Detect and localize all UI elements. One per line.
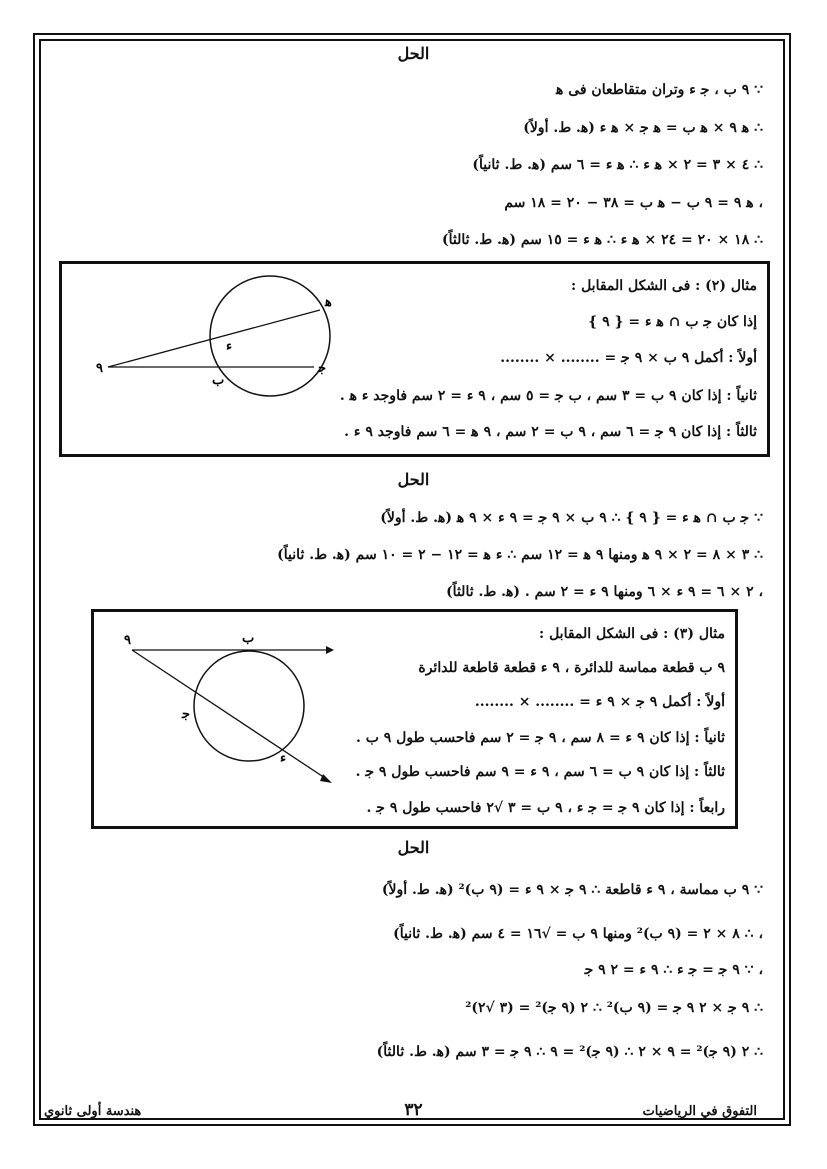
label-a: ٩ bbox=[96, 361, 103, 376]
solution-3-line-2: ، ∴ ٨ × ٢ = (٩ ب)² ومنها ٩ ب = √١٦ = ٤ سم (ﻫ. ط. ثانياً) bbox=[393, 926, 763, 942]
example-3-line-1: ٩ ب قطعة مماسة للدائرة ، ٩ ء قطعة قاطعة للدائرة bbox=[418, 660, 725, 676]
footer-book-title: التفوق في الرياضيات bbox=[642, 1104, 757, 1119]
example-3-line-2: أولاً : أكمل ٩ ﺟ × ٩ ء = ........ × ........ bbox=[474, 694, 725, 710]
example-3-line-4: ثالثاً : إذا كان ٩ ب = ٦ سم ، ٩ ء = ٩ سم فاحسب طول ٩ ﺟ . bbox=[355, 764, 725, 780]
label-b: ب bbox=[242, 631, 255, 646]
page-number: ٣٢ bbox=[404, 1100, 423, 1120]
example-2-heading: مثال (٢) : فى الشكل المقابل : bbox=[571, 278, 757, 294]
solution-2-line-3: ، ٢ × ٦ = ٩ ء × ٦ ومنها ٩ ء = ٢ سم . (ﻫ. ط. ثالثاً) bbox=[446, 584, 763, 600]
solution-heading-3: الحل bbox=[397, 838, 430, 857]
solution-heading-1: الحل bbox=[397, 44, 430, 63]
example-2-line-2: أولاً : أكمل ٩ ب × ٩ ﺟ = ........ × ........ bbox=[500, 350, 757, 366]
circle bbox=[210, 276, 330, 396]
example-3-line-3: ثانياً : إذا كان ٩ ء = ٨ سم ، ٩ ﺟ = ٢ سم فاحسب طول ٩ ب . bbox=[355, 730, 725, 746]
example-2-line-3: ثانياً : إذا كان ٩ ب = ٣ سم ، ب ﺟ = ٥ سم ، ٩ ء = ٢ سم فاوجد ء ﻫ . bbox=[339, 388, 757, 404]
label-h: ﻫ bbox=[325, 295, 332, 310]
label-d: ء bbox=[226, 339, 233, 354]
label-a: ٩ bbox=[124, 633, 131, 648]
solution-1-line-2: ∴ ﻫ ٩ × ﻫ ب = ﻫ ﺟ × ﻫ ء (ﻫ. ط. أولاً) bbox=[523, 120, 763, 136]
example-3-heading: مثال (٣) : فى الشكل المقابل : bbox=[539, 626, 725, 642]
footer-subject: هندسة أولى ثانوي bbox=[44, 1104, 142, 1119]
example-3-box bbox=[91, 609, 738, 829]
tangent-arrow bbox=[326, 646, 334, 654]
circle bbox=[194, 651, 304, 761]
secant-line bbox=[132, 650, 328, 780]
solution-3-line-1: ∵ ٩ ب مماسة ، ٩ ء قاطعة ∴ ٩ ﺟ × ٩ ء = (٩ ب)² (ﻫ. ط. أولاً) bbox=[381, 882, 763, 898]
solution-2-line-1: ∵ ﺟ ب ∩ ﻫ ء = { ٩ } ∴ ٩ ب × ٩ ﺟ = ٩ ء × ٩ ﻫ (ﻫ. ط. أولاً) bbox=[380, 510, 763, 526]
label-b: ب bbox=[212, 373, 225, 388]
solution-1-line-4: ، ﻫ ٩ = ٩ ب − ﻫ ب = ٣٨ − ٢٠ = ١٨ سم bbox=[504, 195, 763, 211]
example-3-figure bbox=[112, 622, 362, 802]
solution-1-line-5: ∴ ١٨ × ٢٠ = ٢٤ × ﻫ ء ∴ ﻫ ء = ١٥ سم (ﻫ. ط. ثالثاً) bbox=[441, 232, 763, 248]
solution-heading-2: الحل bbox=[397, 470, 430, 489]
solution-1-line-1: ∵ ٩ ب ، ﺟ ء وتران متقاطعان فى ﻫ bbox=[555, 82, 763, 98]
example-2-box bbox=[59, 261, 770, 457]
solution-3-line-3: ، ∵ ٩ ﺟ = ﺟ ء ∴ ٩ ء = ٢ ٩ ﺟ bbox=[584, 962, 763, 978]
label-j: ﺟ bbox=[318, 361, 327, 376]
solution-3-line-5: ∴ ٢ (٩ ﺟ)² = ٩ × ٢ ∴ (٩ ﺟ)² = ٩ ∴ ٩ ﺟ = ٣ سم (ﻫ. ط. ثالثاً) bbox=[376, 1044, 763, 1060]
label-d: ء bbox=[280, 751, 287, 766]
label-j: ﺟ bbox=[182, 707, 191, 722]
example-3-line-5: رابعاً : إذا كان ٩ ﺟ = ﺟ ء ، ٩ ب = ٣ √٢ فاحسب طول ٩ ﺟ . bbox=[366, 800, 725, 816]
example-2-line-1: إذا كان ﺟ ب ∩ ﻫ ء = { ٩ } bbox=[588, 314, 757, 330]
solution-1-line-3: ∴ ٤ × ٣ = ٢ × ﻫ ء ∴ ﻫ ء = ٦ سم (ﻫ. ط. ثانياً) bbox=[472, 157, 763, 173]
solution-3-line-4: ∴ ٩ ﺟ × ٢ ٩ ﺟ = (٩ ب)² ∴ ٢ (٩ ﺟ)² = (٣ √٢)² bbox=[465, 1000, 763, 1016]
example-2-figure bbox=[92, 272, 382, 422]
example-2-line-4: ثالثاً : إذا كان ٩ ﺟ = ٦ سم ، ٩ ب = ٢ سم ، ٩ ﻫ = ٦ سم فاوجد ٩ ء . bbox=[344, 424, 757, 440]
solution-2-line-2: ∴ ٣ × ٨ = ٢ × ٩ ﻫ ومنها ٩ ﻫ = ١٢ سم ∴ ء ﻫ = ١٢ − ٢ = ١٠ سم (ﻫ. ط. ثانياً) bbox=[277, 547, 763, 563]
